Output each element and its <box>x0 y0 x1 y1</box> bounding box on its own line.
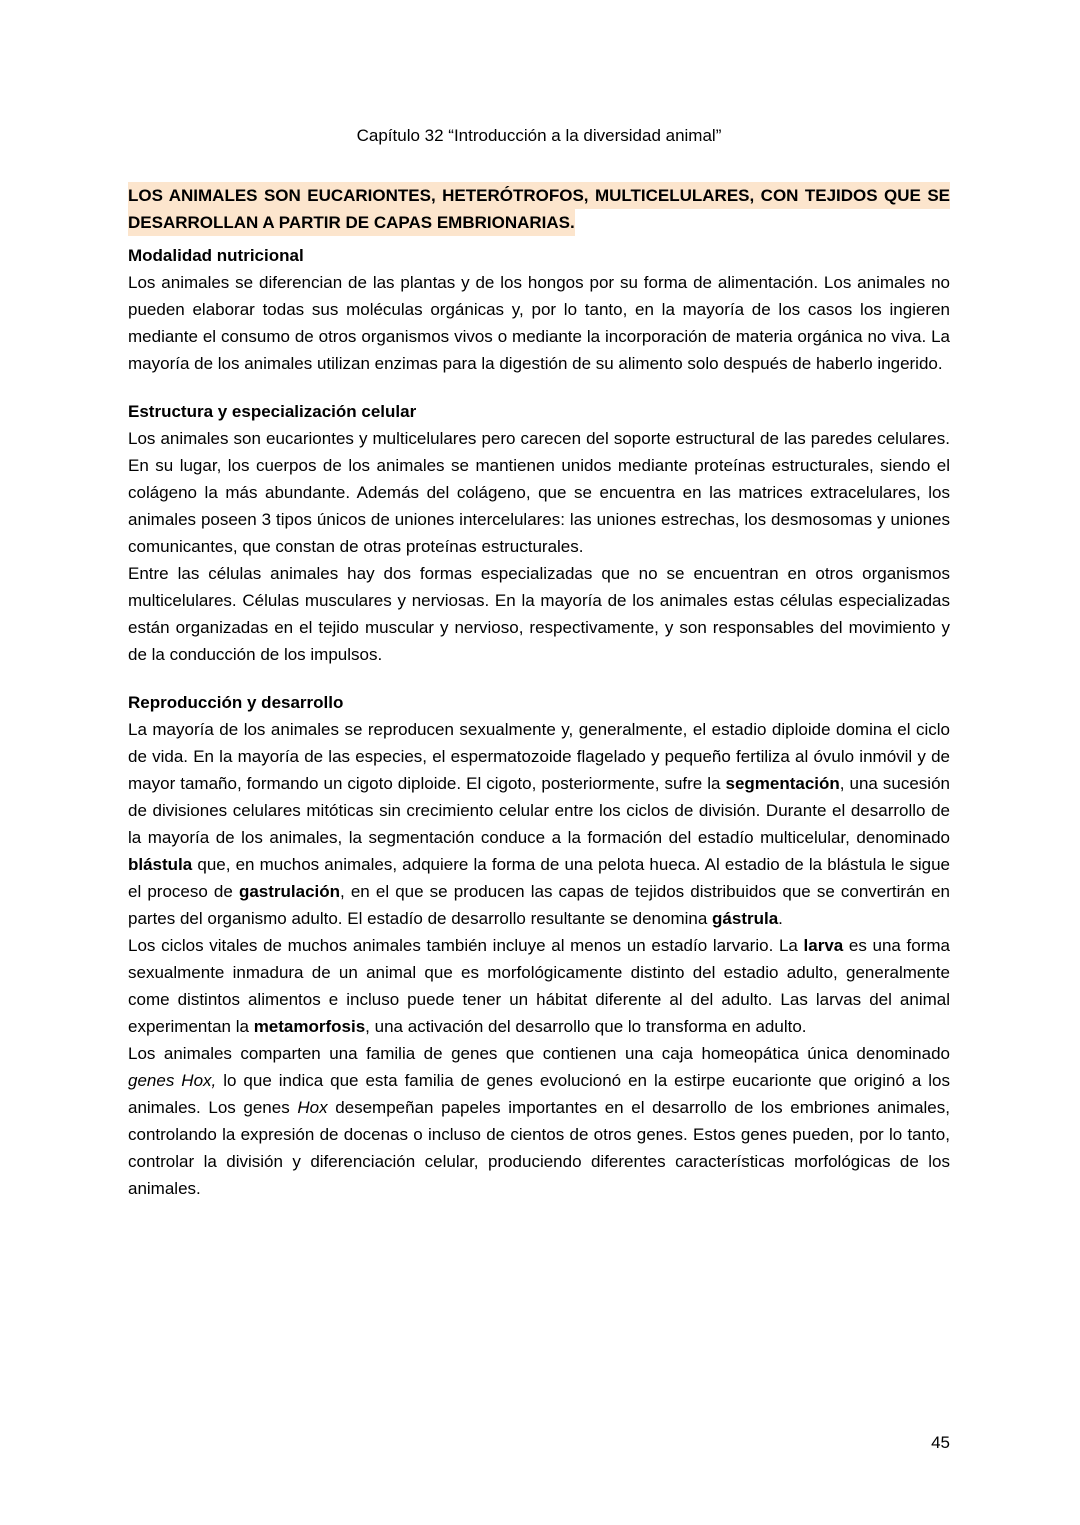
text-run: Entre las células animales hay dos formas especializadas que no se encuentran en otros organismos multicelulares. Células musculares y nerviosas. En la mayoría de los animales estas células especializadas están organizadas en el tejido muscular y nervioso, respectivamente, y son responsables del movimiento y de la conducción de los impulsos. <box>128 564 950 664</box>
text-run: que, en muchos animales, adquiere la forma de una pelota hueca. Al estadio de la blástula le sigue el proceso de <box>128 855 950 901</box>
bold-term-gastrula: gástrula <box>712 909 779 928</box>
text-run: , en el que se producen las capas de tejidos distribuidos que se convertirán en partes del organismo adulto. El estadío de desarrollo resultante se denomina <box>128 882 950 928</box>
section-heading-reproduccion-desarrollo: Reproducción y desarrollo <box>128 693 344 712</box>
bold-term-gastrulacion: gastrulación <box>238 882 341 901</box>
bold-term-metamorfosis: metamorfosis <box>253 1017 366 1036</box>
text-run: es una forma sexualmente inmadura de un animal que es morfológicamente distinto del estadio adulto, generalmente come distintos alimentos e incluso puede tener un hábitat diferente al del adulto. Las larvas del animal experimentan la <box>128 936 950 1036</box>
text-run: Los ciclos vitales de muchos animales también incluye al menos un estadío larvario. La <box>128 936 804 955</box>
bold-term-larva: larva <box>803 936 844 955</box>
text-run: Los animales son eucariontes y multicelulares pero carecen del soporte estructural de las paredes celulares. En su lugar, los cuerpos de los animales se mantienen unidos mediante proteínas estructurales, siendo el colágeno la más abundante. Además del colágeno, que se encuentra en las matrices extracelulares, los animales poseen 3 tipos únicos de uniones intercelulares: las uniones estrechas, los desmosomas y uniones comunicantes, que constan de otras proteínas estructurales. <box>128 429 950 556</box>
body-paragraph <box>128 716 950 932</box>
main-heading <box>128 182 950 236</box>
text-run: lo que indica que esta familia de genes evolucionó en la estirpe eucarionte que originó a los animales. Los genes <box>128 1071 950 1117</box>
body-paragraph <box>128 560 950 668</box>
bold-term-segmentacion: segmentación <box>725 774 840 793</box>
body-paragraph <box>128 932 950 1040</box>
chapter-title: Capítulo 32 “Introducción a la diversidad animal” <box>356 126 722 145</box>
text-run: , una sucesión de divisiones celulares mitóticas sin crecimiento celular entre los ciclos de división. Durante el desarrollo de la mayoría de los animales, la segmentación conduce a la formación del estadío multicelular, denominado <box>128 774 950 847</box>
section-heading-modalidad-nutricional: Modalidad nutricional <box>128 246 304 265</box>
text-run: desempeñan papeles importantes en el desarrollo de los embriones animales, controlando la expresión de docenas o incluso de cientos de otros genes. Estos genes pueden, por lo tanto, controlar la división y diferenciación celular, produciendo diferentes características morfológicas de los animales. <box>128 1098 950 1198</box>
page-content <box>128 122 950 1202</box>
text-run: La mayoría de los animales se reproducen sexualmente y, generalmente, el estadio diploide domina el ciclo de vida. En la mayoría de las especies, el espermatozoide flagelado y pequeño fertiliza al óvulo inmóvil y de mayor tamaño, formando un cigoto diploide. El cigoto, posteriormente, sufre la <box>128 720 950 793</box>
body-paragraph <box>128 269 950 377</box>
text-run: Los animales comparten una familia de genes que contienen una caja homeopática única denominado <box>128 1044 950 1063</box>
text-run: , una activación del desarrollo que lo transforma en adulto. <box>365 1017 807 1036</box>
text-run: . <box>778 909 783 928</box>
italic-term-hox: Hox <box>297 1098 328 1117</box>
page-number: 45 <box>931 1433 950 1452</box>
highlighted-heading-text: LOS ANIMALES SON EUCARIONTES, HETERÓTROFOS, MULTICELULARES, CON TEJIDOS QUE SE DESARROLLAN A PARTIR DE CAPAS EMBRIONARIAS. <box>128 182 950 236</box>
italic-term-genes-hox: genes Hox, <box>128 1071 217 1090</box>
text-run: Los animales se diferencian de las plantas y de los hongos por su forma de alimentación. Los animales no pueden elaborar todas sus moléculas orgánicas y, por lo tanto, en la mayoría de los casos los ingieren mediante el consumo de otros organismos vivos o mediante la incorporación de materia orgánica no viva. La mayoría de los animales utilizan enzimas para la digestión de su alimento solo después de haberlo ingerido. <box>128 273 950 373</box>
bold-term-blastula: blástula <box>128 855 193 874</box>
body-paragraph <box>128 425 950 560</box>
section-heading-estructura-celular: Estructura y especialización celular <box>128 402 417 421</box>
body-paragraph <box>128 1040 950 1202</box>
